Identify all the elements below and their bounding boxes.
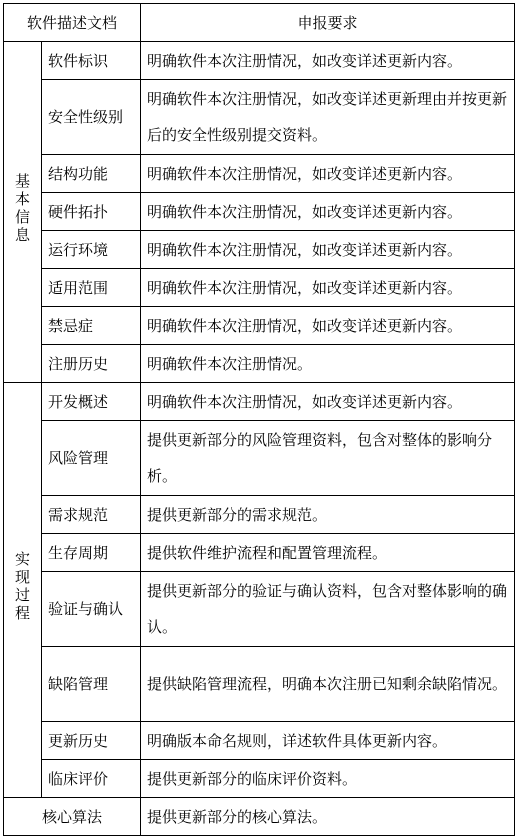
requirement-text: 明确软件本次注册情况，如改变详述更新内容。 [141,269,515,307]
item-label: 结构功能 [42,155,141,193]
table-row [4,193,515,231]
requirement-text: 提供更新部分的核心算法。 [141,798,515,836]
table-row [4,383,515,421]
requirement-text: 提供缺陷管理流程，明确本次注册已知剩余缺陷情况。 [141,647,515,722]
requirement-text: 明确软件本次注册情况，如改变详述更新内容。 [141,383,515,421]
item-label: 开发概述 [42,383,141,421]
table-row [4,345,515,383]
item-label: 禁忌症 [42,307,141,345]
item-label: 注册历史 [42,345,141,383]
item-label: 风险管理 [42,421,141,496]
table-row [4,231,515,269]
requirement-text: 明确版本命名规则，详述软件具体更新内容。 [141,722,515,760]
table-row [4,722,515,760]
group-implementation-process: 实现过程 [4,383,42,798]
item-label: 适用范围 [42,269,141,307]
requirement-text: 明确软件本次注册情况，如改变详述更新内容。 [141,42,515,80]
table-row [4,760,515,798]
item-label: 验证与确认 [42,572,141,647]
table-row [4,42,515,80]
requirement-text: 提供软件维护流程和配置管理流程。 [141,534,515,572]
item-label: 运行环境 [42,231,141,269]
item-label: 缺陷管理 [42,647,141,722]
requirement-text: 明确软件本次注册情况。 [141,345,515,383]
header-row [4,4,515,42]
item-label: 安全性级别 [42,80,141,155]
table-row [4,421,515,496]
table-row [4,534,515,572]
table-row [4,496,515,534]
requirement-text: 提供更新部分的风险管理资料，包含对整体的影响分析。 [141,421,515,496]
item-label: 需求规范 [42,496,141,534]
requirement-text: 明确软件本次注册情况，如改变详述更新内容。 [141,307,515,345]
requirement-text: 明确软件本次注册情况，如改变详述更新内容。 [141,155,515,193]
item-label-core-algorithm: 核心算法 [4,798,141,836]
requirement-text: 明确软件本次注册情况，如改变详述更新理由并按更新后的安全性级别提交资料。 [141,80,515,155]
item-label: 生存周期 [42,534,141,572]
group-basic-info: 基本信息 [4,42,42,383]
requirement-text: 明确软件本次注册情况，如改变详述更新内容。 [141,193,515,231]
requirement-text: 提供更新部分的临床评价资料。 [141,760,515,798]
table-row [4,307,515,345]
table-row [4,269,515,307]
table-row [4,647,515,722]
table-row [4,80,515,155]
item-label: 软件标识 [42,42,141,80]
requirement-text: 提供更新部分的验证与确认资料，包含对整体影响的确认。 [141,572,515,647]
table-row [4,155,515,193]
table-row-core-algorithm [4,798,515,836]
requirement-text: 提供更新部分的需求规范。 [141,496,515,534]
requirements-table [3,3,515,836]
requirement-text: 明确软件本次注册情况，如改变详述更新内容。 [141,231,515,269]
item-label: 临床评价 [42,760,141,798]
header-doc-type: 软件描述文档 [4,4,141,42]
item-label: 硬件拓扑 [42,193,141,231]
item-label: 更新历史 [42,722,141,760]
table-row [4,572,515,647]
header-requirement: 申报要求 [141,4,515,42]
